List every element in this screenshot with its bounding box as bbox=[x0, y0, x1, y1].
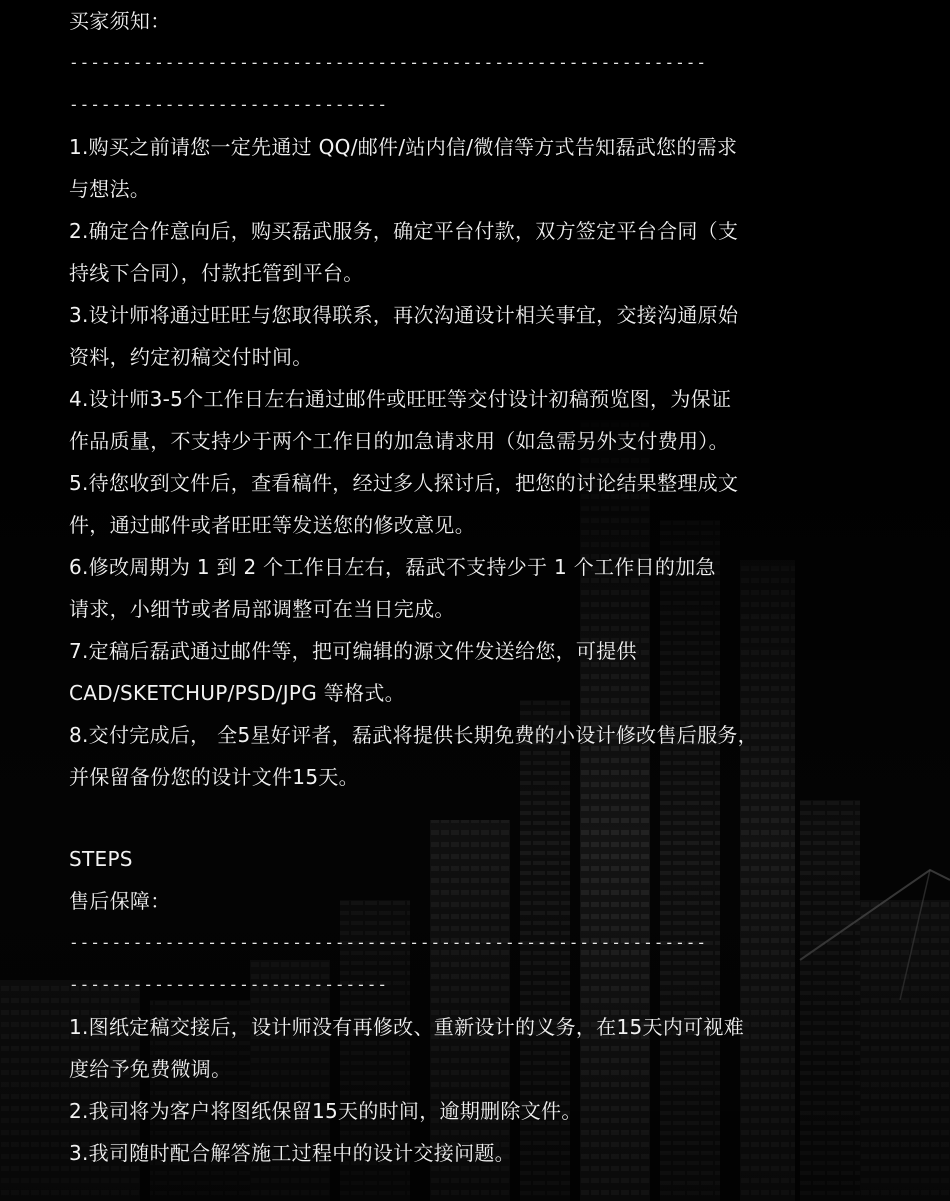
after-sales-heading: 售后保障： bbox=[69, 889, 171, 913]
divider-dashes: ------------------------------------------------------------ bbox=[69, 933, 707, 952]
notice-line: 1.购买之前请您一定先通过 QQ/邮件/站内信/微信等方式告知磊武您的需求 bbox=[69, 135, 738, 159]
notice-line: 5.待您收到文件后，查看稿件，经过多人探讨后，把您的讨论结果整理成文 bbox=[69, 471, 739, 495]
notice-line: 2.确定合作意向后，购买磊武服务，确定平台付款，双方签定平台合同（支 bbox=[69, 219, 739, 243]
section-gap bbox=[69, 798, 899, 838]
notice-line: 8.交付完成后， 全5星好评者，磊武将提供长期免费的小设计修改售后服务， bbox=[69, 723, 758, 747]
notice-line: 4.设计师3-5个工作日左右通过邮件或旺旺等交付设计初稿预览图，为保证 bbox=[69, 387, 732, 411]
divider-dashes: ------------------------------ bbox=[69, 95, 388, 114]
notice-line: 与想法。 bbox=[69, 177, 151, 201]
steps-label: STEPS bbox=[69, 847, 133, 871]
notice-line: 持线下合同），付款托管到平台。 bbox=[69, 261, 364, 285]
notice-line: CAD/SKETCHUP/PSD/JPG 等格式。 bbox=[69, 681, 405, 705]
after-sales-line: 2.我司将为客户将图纸保留15天的时间，逾期删除文件。 bbox=[69, 1099, 582, 1123]
notice-line: 7.定稿后磊武通过邮件等，把可编辑的源文件发送给您，可提供 bbox=[69, 639, 637, 663]
buyer-notice-heading: 买家须知： bbox=[69, 9, 171, 33]
notice-line: 件，通过邮件或者旺旺等发送您的修改意见。 bbox=[69, 513, 475, 537]
after-sales-line: 1.图纸定稿交接后，设计师没有再修改、重新设计的义务，在15天内可视难 bbox=[69, 1015, 745, 1039]
notice-line: 请求，小细节或者局部调整可在当日完成。 bbox=[69, 597, 455, 621]
divider-dashes: ------------------------------------------------------------ bbox=[69, 53, 707, 72]
notice-line: 6.修改周期为 1 到 2 个工作日左右，磊武不支持少于 1 个工作日的加急 bbox=[69, 555, 716, 579]
notice-line: 并保留备份您的设计文件15天。 bbox=[69, 765, 359, 789]
after-sales-line: 度给予免费微调。 bbox=[69, 1057, 232, 1081]
notice-line: 资料，约定初稿交付时间。 bbox=[69, 345, 313, 369]
notice-content bbox=[69, 0, 899, 1174]
notice-line: 3.设计师将通过旺旺与您取得联系，再次沟通设计相关事宜，交接沟通原始 bbox=[69, 303, 739, 327]
notice-line: 作品质量，不支持少于两个工作日的加急请求用（如急需另外支付费用）。 bbox=[69, 429, 729, 453]
divider-dashes: ------------------------------ bbox=[69, 975, 388, 994]
after-sales-line: 3.我司随时配合解答施工过程中的设计交接问题。 bbox=[69, 1141, 515, 1165]
